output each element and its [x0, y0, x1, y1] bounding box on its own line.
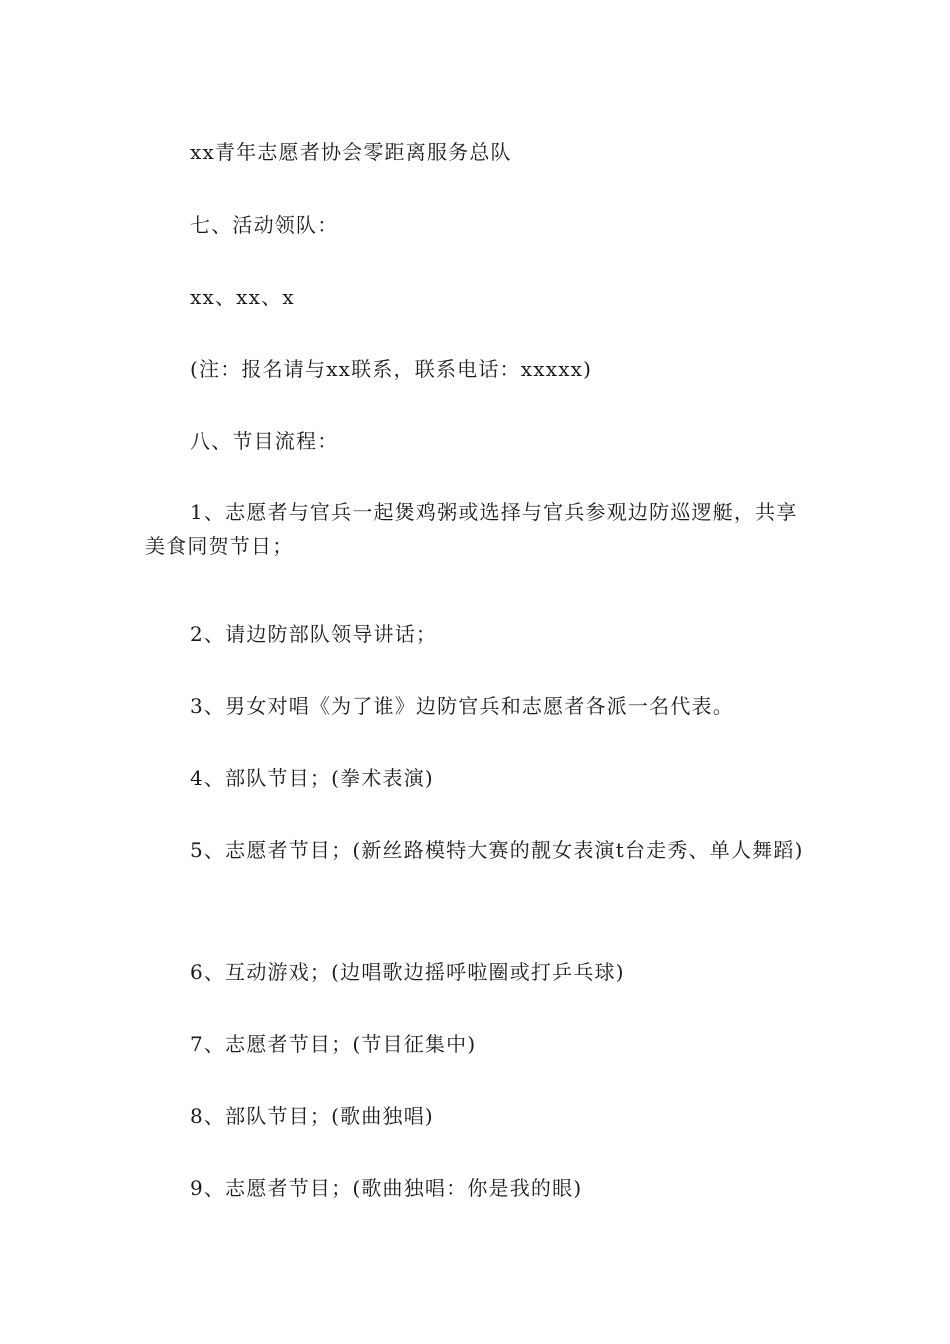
paragraph-organizer: xx青年志愿者协会零距离服务总队 [190, 140, 512, 164]
paragraph-registration-note: (注：报名请与xx联系，联系电话：xxxxx) [190, 357, 593, 381]
paragraph-leaders: xx、xx、x [190, 285, 295, 309]
program-item-1: 1、志愿者与官兵一起煲鸡粥或选择与官兵参观边防巡逻艇，共享美食同贺节日； [145, 500, 798, 558]
program-item-6: 6、互动游戏；(边唱歌边摇呼啦圈或打乒乓球) [190, 960, 625, 984]
program-item-2: 2、请边防部队领导讲话； [190, 622, 438, 646]
program-item-3: 3、男女对唱《为了谁》边防官兵和志愿者各派一名代表。 [190, 694, 734, 718]
heading-program-flow: 八、节目流程： [190, 429, 339, 453]
program-item-9: 9、志愿者节目；(歌曲独唱：你是我的眼) [190, 1176, 583, 1200]
program-item-7: 7、志愿者节目；(节目征集中) [190, 1032, 477, 1056]
program-item-8: 8、部队节目；(歌曲独唱) [190, 1104, 434, 1128]
program-item-4: 4、部队节目；(拳术表演) [190, 766, 434, 790]
program-item-5: 5、志愿者节目；(新丝路模特大赛的靓女表演t台走秀、单人舞蹈) [190, 838, 804, 862]
heading-activity-leaders: 七、活动领队： [190, 213, 339, 237]
